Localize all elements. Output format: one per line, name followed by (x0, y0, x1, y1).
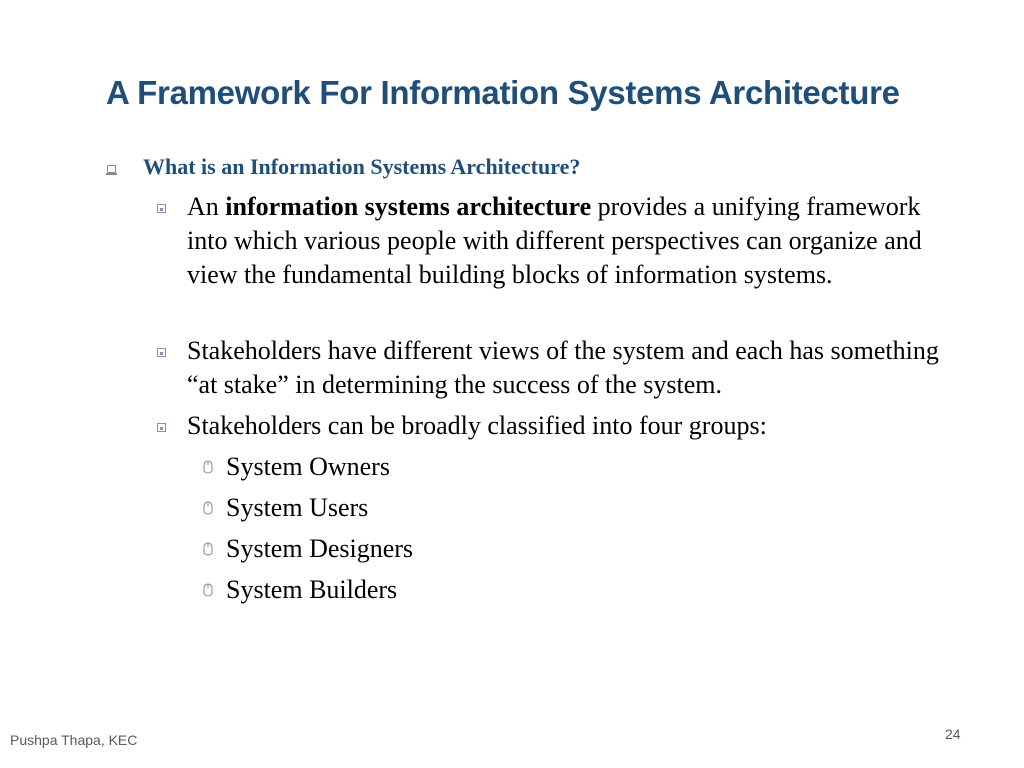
mouse-icon (202, 583, 214, 597)
list-item: System Owners (226, 452, 390, 481)
question-heading: What is an Information Systems Architecture? (143, 154, 581, 179)
bullet-stakeholder-groups: Stakeholders can be broadly classified into four groups: (187, 411, 767, 440)
mouse-icon (202, 460, 214, 474)
bullet-definition-suffix: provides a unifying framework into which various people with different perspectives can organize and view the fundamental building blocks of information systems. (187, 192, 922, 289)
bullet-stakeholder-views: Stakeholders have different views of the system and each has something “at stake” in determining the success of the system. (187, 336, 939, 399)
list-item: System Users (226, 493, 369, 522)
floppy-disk-icon (157, 423, 166, 432)
list-item: System Builders (226, 575, 398, 604)
floppy-disk-icon (157, 204, 166, 213)
laptop-icon (107, 165, 116, 173)
bullet-definition-term: information systems architecture (225, 192, 592, 221)
mouse-icon (202, 542, 214, 556)
floppy-disk-icon (157, 348, 166, 357)
bullet-definition (187, 190, 947, 292)
mouse-icon (202, 501, 214, 515)
list-item: System Designers (226, 534, 414, 563)
page-number: 24 (945, 726, 961, 742)
footer-author: Pushpa Thapa, KEC (10, 732, 138, 748)
bullet-definition-prefix: An (187, 192, 226, 221)
slide-title: A Framework For Information Systems Architecture (106, 74, 900, 111)
